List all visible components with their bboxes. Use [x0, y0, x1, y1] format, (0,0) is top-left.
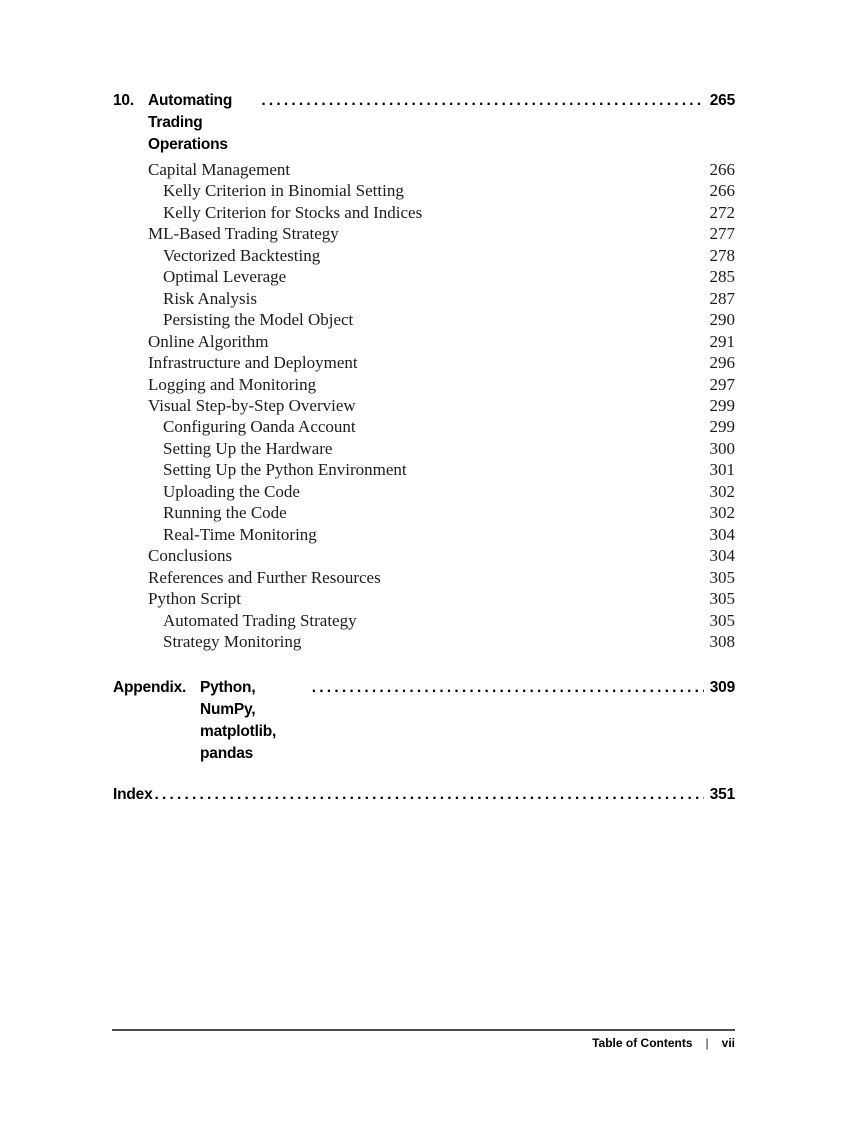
- toc-content: [113, 90, 735, 806]
- toc-entry-label: Visual Step-by-Step Overview: [148, 395, 356, 415]
- toc-entry[interactable]: [113, 567, 735, 588]
- toc-entry[interactable]: [113, 610, 735, 631]
- toc-entry-page: 302: [709, 481, 735, 501]
- toc-entry-page: 277: [709, 224, 735, 244]
- chapter-page-number: 265: [709, 92, 735, 109]
- chapter-title: Automating Trading Operations: [148, 92, 233, 153]
- toc-entry[interactable]: [113, 502, 735, 523]
- toc-entry[interactable]: [113, 331, 735, 352]
- index-title: Index: [113, 786, 153, 804]
- toc-entry-page: 272: [709, 202, 735, 222]
- toc-entry-label: Online Algorithm: [148, 331, 269, 351]
- toc-entry-page: 266: [709, 181, 735, 201]
- toc-entry-page: 305: [709, 589, 735, 609]
- index-page-number: 351: [709, 786, 735, 804]
- toc-chapter-heading[interactable]: [113, 90, 735, 156]
- toc-entry-page: 296: [709, 353, 735, 373]
- toc-entry[interactable]: [113, 245, 735, 266]
- toc-entry-label: Real-Time Monitoring: [163, 524, 317, 544]
- toc-entry-label: Conclusions: [148, 546, 233, 566]
- toc-entry-label: Strategy Monitoring: [163, 631, 302, 651]
- toc-entry-label: Setting Up the Hardware: [163, 438, 333, 458]
- dot-leader: [261, 90, 703, 112]
- toc-entry[interactable]: [113, 524, 735, 545]
- toc-entry-page: 301: [709, 460, 735, 480]
- toc-entry-label: Automated Trading Strategy: [163, 610, 357, 630]
- toc-entry[interactable]: [113, 416, 735, 437]
- toc-entry[interactable]: [113, 459, 735, 480]
- toc-entry[interactable]: [113, 223, 735, 244]
- appendix-title: Python, NumPy, matplotlib, pandas: [200, 679, 277, 763]
- toc-entry-page: 300: [709, 438, 735, 458]
- toc-entry-label: Setting Up the Python Environment: [163, 460, 407, 480]
- toc-entry[interactable]: [113, 374, 735, 395]
- toc-entry-page: 299: [709, 395, 735, 415]
- toc-entry-page: 278: [709, 245, 735, 265]
- page-footer: [592, 1036, 735, 1050]
- toc-entry-label: Risk Analysis: [163, 288, 257, 308]
- toc-entry-page: 285: [709, 267, 735, 287]
- appendix-number: Appendix.: [113, 679, 187, 697]
- toc-entry-page: 305: [709, 610, 735, 630]
- toc-entry[interactable]: [113, 288, 735, 309]
- toc-entry-label: ML-Based Trading Strategy: [148, 224, 339, 244]
- toc-entry-label: Configuring Oanda Account: [163, 417, 356, 437]
- toc-entry-page: 302: [709, 503, 735, 523]
- footer-page-number: vii: [721, 1036, 735, 1050]
- toc-entry-page: 290: [709, 310, 735, 330]
- toc-entry-page: 304: [709, 546, 735, 566]
- footer-separator: |: [705, 1036, 709, 1050]
- toc-entry[interactable]: [113, 180, 735, 201]
- toc-entry[interactable]: [113, 395, 735, 416]
- toc-entry[interactable]: [113, 481, 735, 502]
- toc-entry-label: Kelly Criterion for Stocks and Indices: [163, 202, 423, 222]
- toc-entry-label: Python Script: [148, 589, 242, 609]
- toc-entries: [113, 159, 735, 652]
- toc-index-heading[interactable]: [113, 784, 735, 806]
- toc-entry-label: Running the Code: [163, 503, 287, 523]
- toc-entry-label: Persisting the Model Object: [163, 310, 354, 330]
- toc-entry-page: 287: [709, 288, 735, 308]
- toc-entry-page: 305: [709, 567, 735, 587]
- toc-entry[interactable]: [113, 545, 735, 566]
- toc-entry-label: Logging and Monitoring: [148, 374, 317, 394]
- toc-entry-page: 291: [709, 331, 735, 351]
- toc-entry-label: Capital Management: [148, 160, 291, 179]
- dot-leader: [312, 677, 704, 699]
- toc-entry-label: Optimal Leverage: [163, 267, 287, 287]
- toc-entry[interactable]: [113, 588, 735, 609]
- toc-entry-page: 299: [709, 417, 735, 437]
- toc-entry-label: References and Further Resources: [148, 567, 381, 587]
- toc-entry[interactable]: [113, 438, 735, 459]
- footer-rule: [112, 1029, 735, 1031]
- chapter-number: 10.: [113, 92, 134, 109]
- toc-appendix-heading[interactable]: [113, 677, 735, 765]
- toc-entry[interactable]: [113, 266, 735, 287]
- toc-entry[interactable]: [113, 309, 735, 330]
- toc-entry-label: Uploading the Code: [163, 481, 300, 501]
- toc-entry[interactable]: [113, 159, 735, 180]
- toc-entry[interactable]: [113, 352, 735, 373]
- toc-entry-label: Vectorized Backtesting: [163, 245, 321, 265]
- toc-entry[interactable]: [113, 202, 735, 223]
- dot-leader: [154, 784, 703, 806]
- toc-entry[interactable]: [113, 631, 735, 652]
- toc-entry-page: 297: [709, 374, 735, 394]
- toc-entry-page: 304: [709, 524, 735, 544]
- toc-entry-label: Kelly Criterion in Binomial Setting: [163, 181, 404, 201]
- toc-entry-label: Infrastructure and Deployment: [148, 353, 358, 373]
- toc-entry-page: 266: [709, 160, 735, 179]
- footer-section-label: Table of Contents: [592, 1036, 693, 1050]
- toc-entry-page: 308: [709, 631, 735, 651]
- appendix-page-number: 309: [709, 679, 735, 697]
